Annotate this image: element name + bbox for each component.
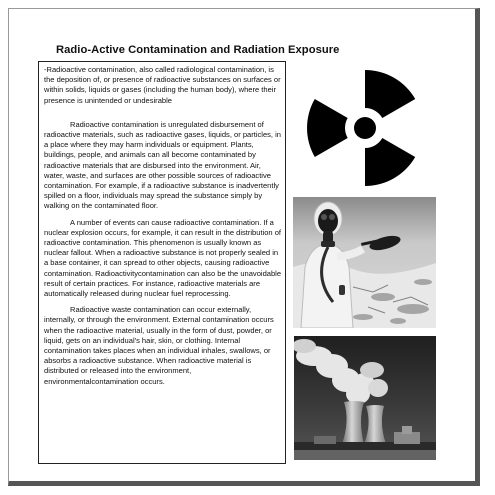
cooling-towers-photo [294, 336, 436, 460]
page-title: Radio-Active Contamination and Radiation Exposure [56, 44, 340, 56]
paragraph-types: Radioactive waste contamination can occur externally, internally, or through the environment. External contamination occurs when the radioactive material, usually in the form of dust, powder, or liquid, gets on an individual's hair, skin, or clothing. Internal contamination takes places when an individual inhales, swallows, or absorbs a radioactive substance. When radioactive material is distributed or released into the environment, environmentalcontamination occurs. [44, 305, 274, 386]
gas-mask-person-photo [293, 197, 436, 328]
radiation-trefoil-icon [295, 67, 435, 187]
paragraph-overview: Radioactive contamination is unregulated disbursement of radioactive materials, such as radioactive gases, liquids, or particles, in a place where they may harm individuals or equipment. Plants, buildings, people, and animals can all become contaminated by radioactive materials that are disbursed into the environment. Air, water, waste, and surfaces are other possible sources of radioactive contamination. For example, if a radioactive substance is inadvertently spilled on a floor, individuals may spread the substance simply by walking on the contaminated floor. [44, 119, 281, 211]
article-text-box [38, 61, 286, 464]
paragraph-definition: -Radioactive contamination, also called radiological contamination, is the deposition of, or presence of radioactive substances on surfaces or within solids, liquids or gases (including the human body), where their presence is unintended or undesirable [44, 65, 281, 105]
paragraph-causes: A number of events can cause radioactive contamination. If a nuclear explosion occurs, for example, it can result in the distribution of radioactive contamination. This phenomenon is usually known as nuclear fallout. When a radioactive substance is not properly sealed in a base container, it can spread to other objects, causing radioactive contamination. Radioactivitycontamination can also be the unavoidable result of certain practices. For instance, radioactive materials are automatically released during nuclear fuel reprocessing. [44, 217, 282, 299]
